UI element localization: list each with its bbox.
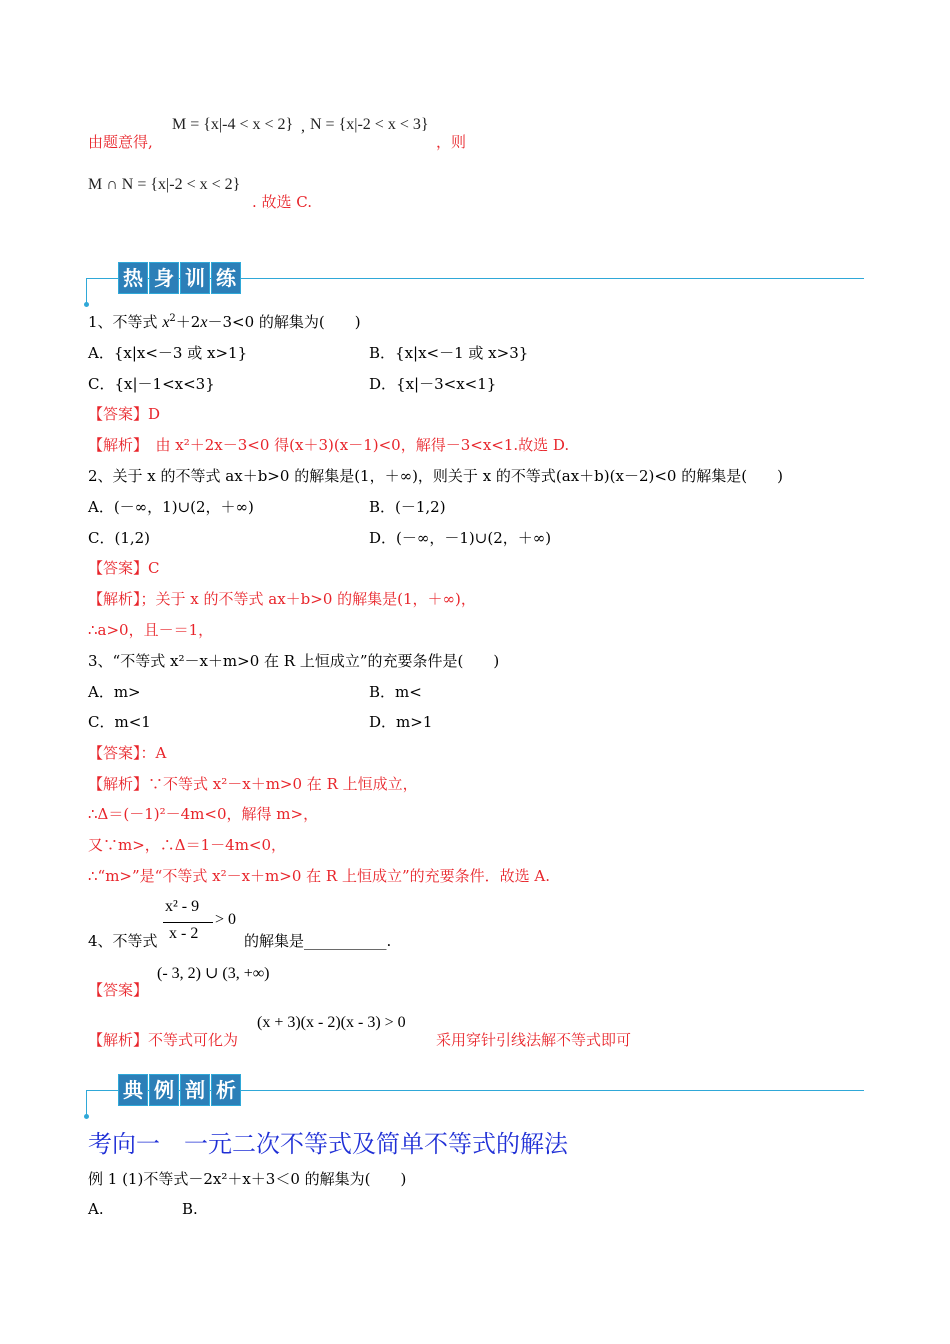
q4-analysis-suffix: 采用穿针引线法解不等式即可 [436,1031,632,1049]
q4-analysis-label: 【解析】不等式可化为 [88,1031,239,1049]
section-banner-examples [86,1074,864,1118]
set-N-expression: N = {x|-2 < x < 3} [310,116,429,133]
banner-char: 热 [118,262,148,294]
intro-line1-prefix: 由题意得, [88,133,153,151]
q1-stem: 1、不等式 $x^2+2x-3<0$ 的解集为( ) [88,313,361,331]
q2-option-b: B．(－1,2) [369,498,446,516]
set-separator: , [301,118,305,135]
q4-stem-suffix: 的解集是___________. [244,932,392,950]
q1-option-a: A．{x|x<－3 或 x>1} [88,344,248,362]
fraction-denominator: x - 2 [169,925,199,942]
q1-analysis: 【解析】 由 x²＋2x－3<0 得(x＋3)(x－1)<0，解得－3<x<1.故选 D. [88,436,570,454]
banner-char: 剖 [180,1074,210,1106]
q3-analysis-line3: 又∵m>，∴Δ＝1－4m<0， [88,836,287,854]
banner-char: 析 [211,1074,241,1106]
q4-answer-label: 【答案】 [88,981,149,999]
q2-analysis-line2: ∴a>0，且－＝1， [88,621,214,639]
example1-stem: 例 1 (1)不等式－2x²＋x＋3＜0 的解集为( ) [88,1170,407,1188]
q4-fraction [163,898,213,948]
fraction-bar [163,922,213,923]
q1-option-c: C．{x|－1<x<3} [88,375,215,393]
q2-stem: 2、关于 x 的不等式 ax＋b>0 的解集是(1，＋∞)，则关于 x 的不等式(ax＋b)(x－2)<0 的解集是( ) [88,467,783,485]
q2-option-d: D．(－∞，－1)∪(2，＋∞) [369,529,552,547]
q2-option-a: A．(－∞，1)∪(2，＋∞) [88,498,254,516]
q3-analysis-line1: 【解析】∵不等式 x²－x＋m>0 在 R 上恒成立， [88,775,418,793]
q3-answer: 【答案】：A [88,744,167,762]
banner-char: 身 [149,262,179,294]
intro-line1-suffix: ，则 [436,133,467,151]
fraction-relation: > 0 [215,911,237,928]
section-banner-warmup [86,262,864,306]
q4-stem-prefix: 4、不等式 [88,932,158,950]
q3-option-a: A．m> [88,683,141,701]
q2-answer: 【答案】C [88,559,160,577]
q4-answer-value: (- 3, 2) ∪ (3, +∞) [157,965,270,982]
q3-analysis-line2: ∴Δ＝(－1)²－4m<0，解得 m>， [88,805,319,823]
q1-option-d: D．{x|－3<x<1} [369,375,497,393]
fraction-numerator: x² - 9 [165,898,200,915]
example1-option-a: A. [88,1200,104,1218]
q3-stem: 3、“不等式 x²－x＋m>0 在 R 上恒成立”的充要条件是( ) [88,652,500,670]
section-heading: 考向一 一元二次不等式及简单不等式的解法 [88,1130,568,1158]
set-M-expression: M = {x|-4 < x < 2} [172,116,294,133]
q2-option-c: C．(1,2) [88,529,151,547]
intersection-expression: M ∩ N = {x|-2 < x < 2} [88,176,241,193]
q3-option-d: D．m>1 [369,713,433,731]
q1-answer: 【答案】D [88,405,161,423]
q3-option-b: B．m< [369,683,422,701]
q4-analysis-expression: (x + 3)(x - 2)(x - 3) > 0 [257,1014,406,1031]
q3-analysis-line4: ∴“m>”是“不等式 x²－x＋m>0 在 R 上恒成立”的充要条件．故选 A. [88,867,551,885]
intro-line2-suffix: . 故选 C. [252,193,313,211]
banner-char: 例 [149,1074,179,1106]
banner-char: 典 [118,1074,148,1106]
example1-option-b: B. [182,1200,198,1218]
q2-analysis-line1: 【解析】；关于 x 的不等式 ax＋b>0 的解集是(1，＋∞)， [88,590,476,608]
banner-char: 训 [180,262,210,294]
banner-char: 练 [211,262,241,294]
q1-option-b: B．{x|x<－1 或 x>3} [369,344,529,362]
q3-option-c: C．m<1 [88,713,151,731]
